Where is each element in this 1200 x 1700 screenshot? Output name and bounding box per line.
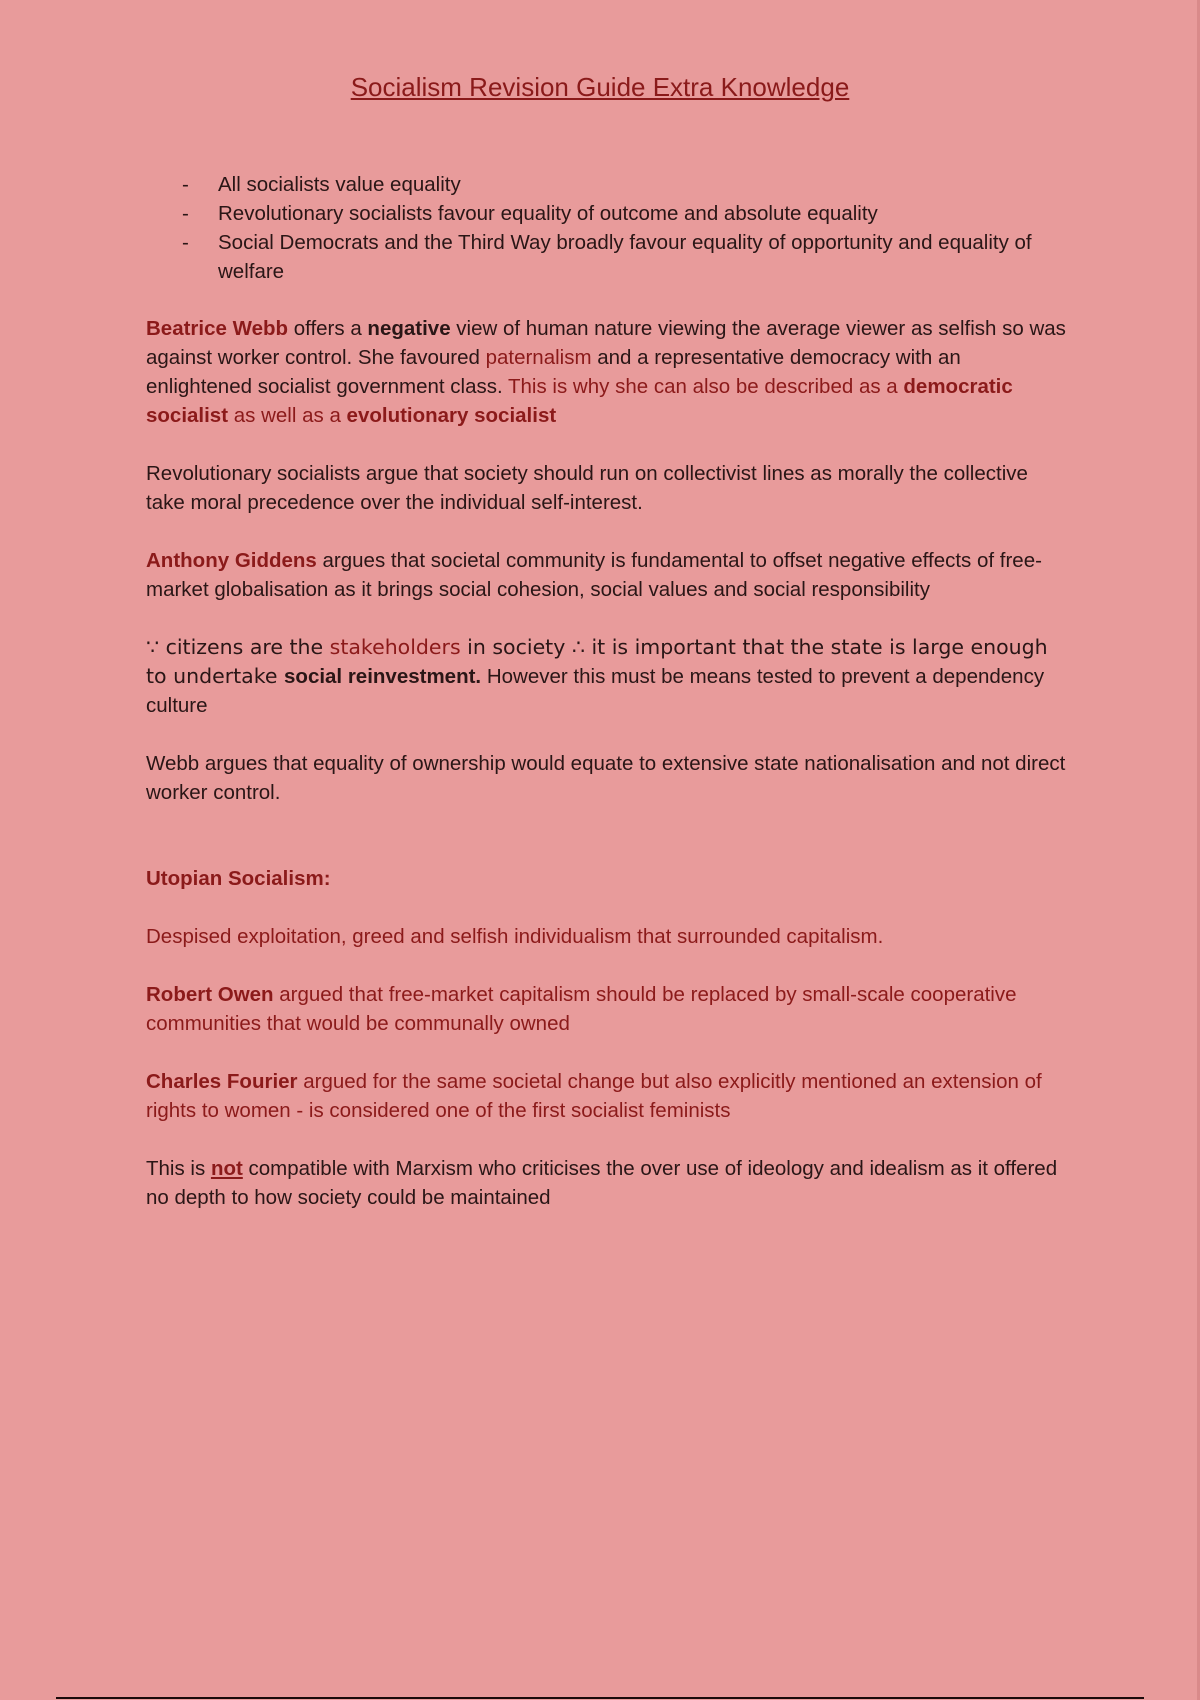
utopian-paragraph: Despised exploitation, greed and selfish individualism that surrounded capitalism. (146, 925, 884, 948)
charles-fourier-name: Charles Fourier (146, 1070, 298, 1093)
paternalism-term: paternalism (485, 346, 592, 369)
beatrice-webb-name: Beatrice Webb (146, 317, 289, 340)
stakeholder-paragraph: ∵ citizens are the stakeholders in society ∴ it is important that the state is large enough to undertake social reinvestment. However this must be means tested to prevent a dependency culture (146, 635, 1048, 717)
page-title: Socialism Revision Guide Extra Knowledge (350, 72, 850, 102)
list-item: - Social Democrats and the Third Way broadly favour equality of opportunity and equality of welfare (146, 228, 1066, 286)
not-emphasis: not (210, 1157, 243, 1180)
social-reinvestment-term: social reinvestment. (284, 665, 482, 688)
bottom-rule-divider (56, 1697, 1144, 1699)
webb-paragraph: Beatrice Webb offers a negative view of human nature viewing the average viewer as selfish so was against worker control. She favoured paternalism and a representative democracy with an enlightened socialist government class. This is why she can also be described as a democratic socialist as well as a evolutionary socialist (146, 317, 1066, 427)
bullet-dash: - (182, 231, 189, 254)
revolutionary-paragraph: Revolutionary socialists argue that society should run on collectivist lines as morally the collective take moral precedence over the individual self-interest. (146, 462, 1028, 514)
robert-owen-name: Robert Owen (146, 983, 274, 1006)
democratic-socialist-term: democratic socialist (146, 375, 1013, 427)
negative-emphasis: negative (367, 317, 451, 340)
equality-bullet-list (146, 170, 1066, 286)
spacer (146, 836, 1066, 864)
ownership-paragraph: Webb argues that equality of ownership would equate to extensive state nationalisation and not direct worker control. (146, 752, 1066, 804)
bullet-dash: - (182, 173, 189, 196)
because-symbol: ∵ (146, 635, 160, 659)
utopian-socialism-heading: Utopian Socialism: (146, 867, 331, 890)
marxism-paragraph: This is not compatible with Marxism who criticises the over use of ideology and idealism as it offered no depth to how society could be maintained (146, 1157, 1058, 1209)
stakeholders-term: stakeholders (329, 635, 461, 659)
bullet-dash: - (182, 202, 189, 225)
fourier-paragraph: Charles Fourier argued for the same societal change but also explicitly mentioned an extension of rights to women - is considered one of the first socialist feminists (146, 1070, 1042, 1122)
list-item: - All socialists value equality (146, 170, 1066, 199)
giddens-paragraph: Anthony Giddens argues that societal community is fundamental to offset negative effects of free-market globalisation as it brings social cohesion, social values and social responsibility (146, 549, 1042, 601)
anthony-giddens-name: Anthony Giddens (146, 549, 317, 572)
list-item: - Revolutionary socialists favour equality of outcome and absolute equality (146, 199, 1066, 228)
therefore-symbol: ∴ (571, 635, 585, 659)
evolutionary-socialist-term: evolutionary socialist (346, 404, 557, 427)
owen-paragraph: Robert Owen argued that free-market capitalism should be replaced by small-scale cooperative communities that would be communally owned (146, 983, 1017, 1035)
document-body (146, 170, 1066, 1241)
